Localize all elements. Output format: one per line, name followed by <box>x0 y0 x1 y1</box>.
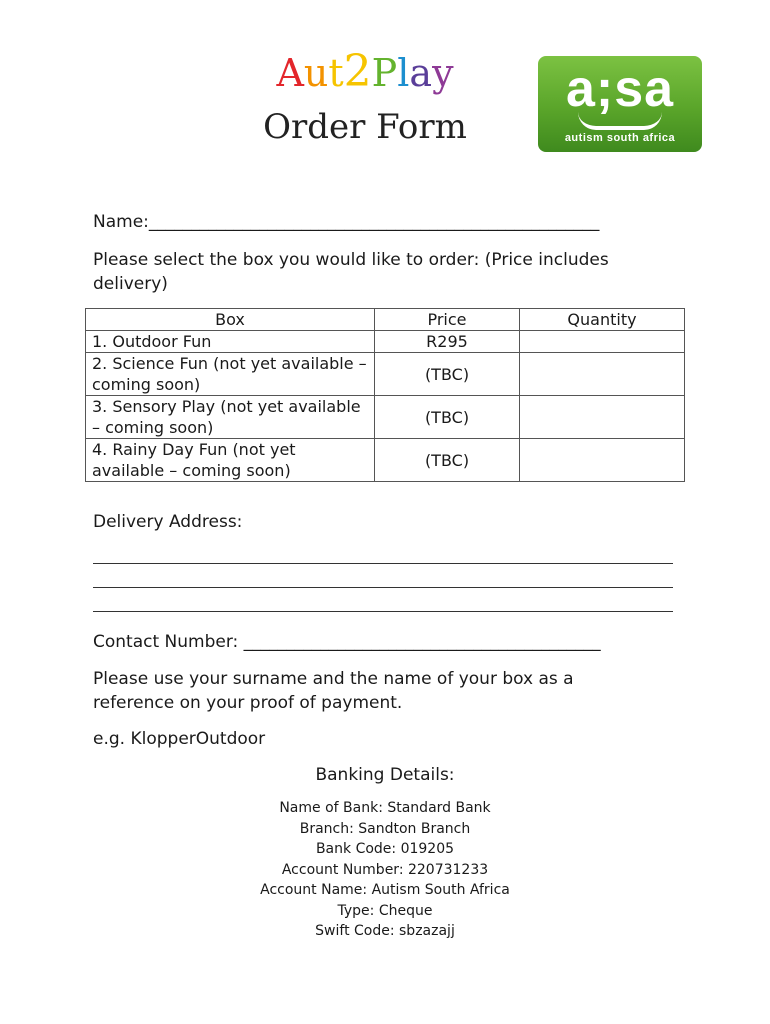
contact-number-field[interactable]: Contact Number: __________________________________________ <box>93 632 601 652</box>
box-cell: 4. Rainy Day Fun (not yet available – coming soon) <box>86 439 375 482</box>
title-letter: 2 <box>343 46 372 97</box>
box-cell: 1. Outdoor Fun <box>86 331 375 353</box>
title-letter: t <box>328 51 344 95</box>
swift-code: Swift Code: sbzazajj <box>315 923 455 939</box>
delivery-address-line[interactable] <box>93 587 673 588</box>
title-letter: y <box>432 51 454 95</box>
account-number: Account Number: 220731233 <box>281 861 489 878</box>
bank-code: Bank Code: 019205 <box>315 841 455 857</box>
price-cell: (TBC) <box>375 396 520 439</box>
table-row <box>86 439 685 482</box>
price-cell: (TBC) <box>375 439 520 482</box>
table-row <box>86 396 685 439</box>
payment-reference-note: Please use your surname and the name of your box as a reference on your proof of payment. <box>93 669 574 713</box>
bank-name: Name of Bank: Standard Bank <box>279 800 491 816</box>
title-letter: u <box>303 51 329 95</box>
logo-subtext: autism south africa <box>564 132 676 144</box>
name-field[interactable]: Name:_____________________________________________________ <box>93 212 600 232</box>
title-letter: P <box>371 51 398 95</box>
order-instruction: Please select the box you would like to order: (Price includes delivery) <box>93 250 609 294</box>
logo-mark: a;sa <box>565 60 675 118</box>
delivery-address-line[interactable] <box>93 611 673 612</box>
account-name: Account Name: Autism South Africa <box>260 882 510 898</box>
title-letter: a <box>409 51 433 95</box>
bank-branch: Branch: Sandton Branch <box>299 820 471 837</box>
account-type: Type: Cheque <box>337 902 433 919</box>
quantity-cell[interactable] <box>520 396 685 439</box>
delivery-address-label: Delivery Address: <box>93 512 243 532</box>
asa-logo <box>538 56 702 152</box>
quantity-cell[interactable] <box>520 439 685 482</box>
banking-details <box>0 798 770 942</box>
banking-details-title: Banking Details: <box>315 765 455 785</box>
logo-smile-icon <box>578 112 662 130</box>
price-cell: (TBC) <box>375 353 520 396</box>
order-table <box>85 308 685 482</box>
table-row <box>86 353 685 396</box>
column-header-box: Box <box>86 309 375 331</box>
brand-title <box>180 44 550 101</box>
delivery-address-line[interactable] <box>93 563 673 564</box>
box-cell: 3. Sensory Play (not yet available – coming soon) <box>86 396 375 439</box>
column-header-quantity: Quantity <box>520 309 685 331</box>
table-header-row <box>86 309 685 331</box>
title-letter: l <box>397 51 410 95</box>
price-cell: R295 <box>375 331 520 353</box>
title-letter: A <box>276 51 304 95</box>
column-header-price: Price <box>375 309 520 331</box>
table-row <box>86 331 685 353</box>
quantity-cell[interactable] <box>520 331 685 353</box>
quantity-cell[interactable] <box>520 353 685 396</box>
box-cell: 2. Science Fun (not yet available – coming soon) <box>86 353 375 396</box>
page-title: Order Form <box>263 107 467 147</box>
reference-example: e.g. KlopperOutdoor <box>93 729 266 749</box>
